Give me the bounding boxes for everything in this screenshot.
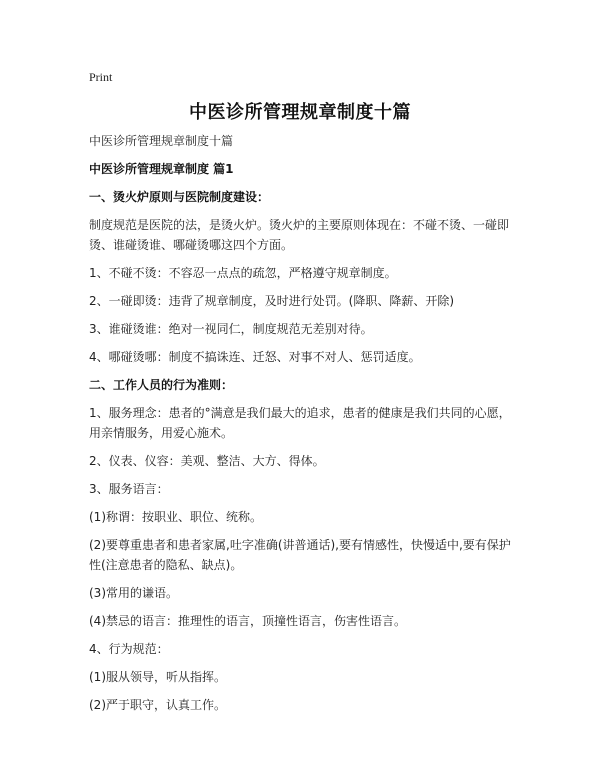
paragraph: (1)服从领导，听从指挥。	[89, 670, 226, 684]
paragraph: (4)禁忌的语言：推理性的语言，顶撞性语言，伤害性语言。	[89, 614, 407, 628]
document-title: 中医诊所管理规章制度十篇	[189, 102, 411, 123]
paragraph: 3、谁碰烫谁：绝对一视同仁，制度规范无差别对待。	[89, 322, 373, 336]
subtitle: 中医诊所管理规章制度十篇	[89, 134, 234, 148]
section-heading: 二、工作人员的行为准则：	[89, 378, 234, 392]
paragraph: 2、一碰即烫：违背了规章制度，及时进行处罚。(降职、降薪、开除)	[89, 294, 455, 308]
paragraph: 2、仪表、仪容：美观、整洁、大方、得体。	[89, 454, 325, 468]
section-heading: 中医诊所管理规章制度 篇1	[89, 162, 234, 176]
paragraph: 4、行为规范：	[89, 642, 169, 656]
paragraph: (3)常用的谦语。	[89, 586, 178, 600]
section-heading: 一、烫火炉原则与医院制度建设：	[89, 190, 270, 204]
paragraph: 3、服务语言：	[89, 482, 169, 496]
paragraph: (1)称谓：按职业、职位、统称。	[89, 510, 262, 524]
paragraph: 1、不碰不烫：不容忍一点点的疏忽，严格遵守规章制度。	[89, 266, 397, 280]
paragraph: (2)严于职守，认真工作。	[89, 698, 226, 712]
paragraph: 1、服务理念：患者的°满意是我们最大的追求，患者的健康是我们共同的心愿，用亲情服务，用爱心施术。	[89, 406, 511, 440]
paragraph: 制度规范是医院的法，是烫火炉。烫火炉的主要原则体现在：不碰不烫、一碰即烫、谁碰烫谁、哪碰烫哪这四个方面。	[89, 218, 510, 252]
document-body	[89, 131, 519, 723]
paragraph: 4、哪碰烫哪：制度不搞诛连、迁怒、对事不对人、惩罚适度。	[89, 350, 421, 364]
paragraph: (2)要尊重患者和患者家属,吐字准确(讲普通话),要有情感性，快慢适中,要有保护性(注意患者的隐私、缺点)。	[89, 538, 511, 572]
print-link[interactable]: Print	[89, 70, 113, 84]
